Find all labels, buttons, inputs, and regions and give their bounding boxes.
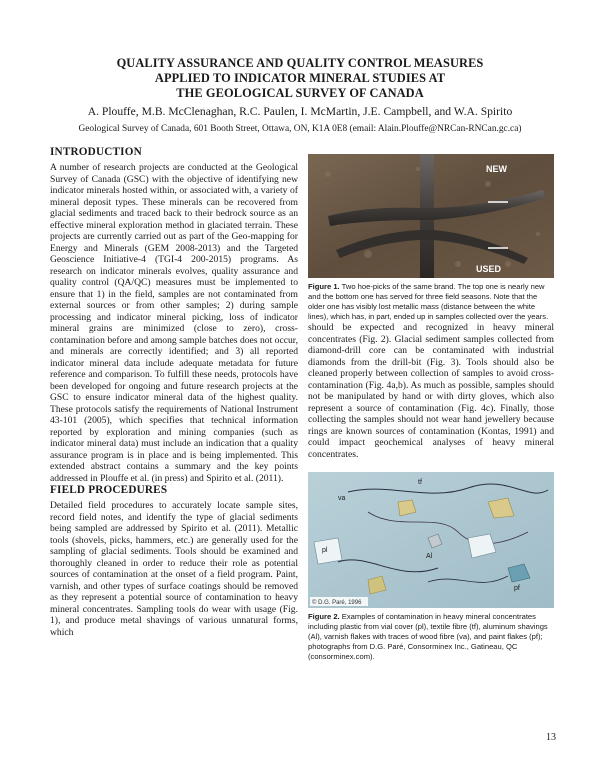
authors: A. Plouffe, M.B. McClenaghan, R.C. Paulen, I. McMartin, J.E. Campbell, and W.A. Spirito <box>87 105 513 118</box>
contamination-image <box>308 472 554 608</box>
right-column <box>308 154 554 662</box>
figure-2-caption-text: Examples of contamination in heavy mineral concentrates including plastic from vial cover (pl), textile fibre (tf), aluminum shavings (Al), varnish flakes with traces of wood fibre (va), and paint flakes (pf); photographs from D.G. Paré, Consorminex Inc., Gatineau, QC (consorminex.com). <box>308 612 548 661</box>
figure-1-caption-text: Two hoe-picks of the same brand. The top one is nearly new and the bottom one has served for three field seasons. Note that the older one has visibly lost metallic mass (distance between the white lines), which has, in part, ended up in samples collected over the years. <box>308 282 549 321</box>
plastic-fragment <box>314 538 342 564</box>
introduction-heading: INTRODUCTION <box>50 146 142 158</box>
label-va: va <box>338 495 346 502</box>
label-new: NEW <box>486 164 507 174</box>
right-column-text: should be expected and recognized in heavy mineral concentrates (Fig. 2). Glacial sediment samples collected from diamond-drill core can be contaminated with industrial diamonds from the drill-bit (Fig. 3). Tools should also be cleaned properly between collection of samples to avoid cross-contamination (Fig. 4a,b). As much as possible, samples should not be manipulated by hand or with dirty gloves, which also represent a source of contamination (Fig. 4c). Finally, those collecting the samples should not wear hand jewellery because rings are known sources of contamination (Kontas, 1991) and could impact geochemical analyses of heavy mineral concentrates. <box>308 322 554 460</box>
field-procedures-text: Detailed field procedures to accurately locate sample sites, record field notes, and identify the type of glacial sediments being sampled are addressed by Spirito et al. (2011). Metallic tools (shovels, picks, hammers, etc.) are generally used for the sampling of glacial sediments. Tools should be examined and thoroughly cleaned in order to reduce their role as potential sources of contamination at the onset of a field program. Paint, varnish, and other types of surface coatings should be removed as they represent a potential source of contamination to heavy mineral concentrates. Sampling tools do wear with usage (Fig. 1), and produce metal shavings of various unnatural forms, which <box>50 500 298 638</box>
figure-2-caption <box>308 612 554 662</box>
photo-credit: © D.G. Paré, 1996 <box>312 600 362 606</box>
figure-1-caption-label: Figure 1. <box>308 282 340 291</box>
label-used: USED <box>476 264 502 274</box>
label-pl: pl <box>322 547 328 554</box>
introduction-text: A number of research projects are conducted at the Geological Survey of Canada (GSC) with the objective of identifying new indicator minerals hosted within, or associated with, a variety of mineral deposit types. These minerals can be recovered from glacial sediments and traced back to their bedrock source as an effective mineral exploration method in glaciated terrain. These projects are currently carried out as part of the Geo-mapping for Energy and Minerals (GEM 2008-2013) and the Targeted Geoscience Initiative-4 (TGI-4 200-2015) programs. As research on indicator minerals evolves, quality assurance and quality control (QA/QC) measures must be implemented to ensure that 1) in the field, samples are not contaminated from external sources or from other samples; 2) during sample processing and indicator mineral picking, loss of indicator mineral grains are minimized (close to zero), cross-contamination before and among sample batches does not occur, and minerals are correctly identified; and 3) all reported indicator mineral data include adequate metadata for future reference and comparison. To fulfill these needs, protocols have been developed for ongoing and future research projects at the GSC to ensure indicator mineral data of the highest quality. These protocols satisfy the requirements of National Instrument 43-101 (2005), which specifies that technical information reported by exploration and mining companies (such as indicator mineral data) must include an indication that a quality assurance program is in place and is being implemented. This extended abstract contains a summary and the key points addressed in Plouffe et al. (in press) and Spirito et al. (2011). <box>50 162 298 484</box>
title-line-2: APPLIED TO INDICATOR MINERAL STUDIES AT <box>154 71 446 85</box>
figure-2-caption-label: Figure 2. <box>308 612 340 621</box>
figure-2-photo <box>308 472 554 608</box>
figure-1-photo <box>308 154 554 278</box>
label-tf: tf <box>418 479 422 486</box>
title-block <box>40 56 560 135</box>
title-line-3: THE GEOLOGICAL SURVEY OF CANADA <box>176 86 424 100</box>
label-al: Al <box>426 553 433 560</box>
page-number: 13 <box>546 732 556 743</box>
title-line-1: QUALITY ASSURANCE AND QUALITY CONTROL MEASURES <box>116 56 484 70</box>
hoe-picks-image <box>308 154 554 278</box>
affiliation: Geological Survey of Canada, 601 Booth Street, Ottawa, ON, K1A 0E8 (email: Alain.Plouffe@NRCan-RNCan.gc.ca) <box>78 124 522 134</box>
left-column <box>50 146 298 638</box>
label-pf: pf <box>514 585 520 592</box>
figure-1-caption <box>308 282 554 322</box>
field-procedures-heading: FIELD PROCEDURES <box>50 484 168 496</box>
